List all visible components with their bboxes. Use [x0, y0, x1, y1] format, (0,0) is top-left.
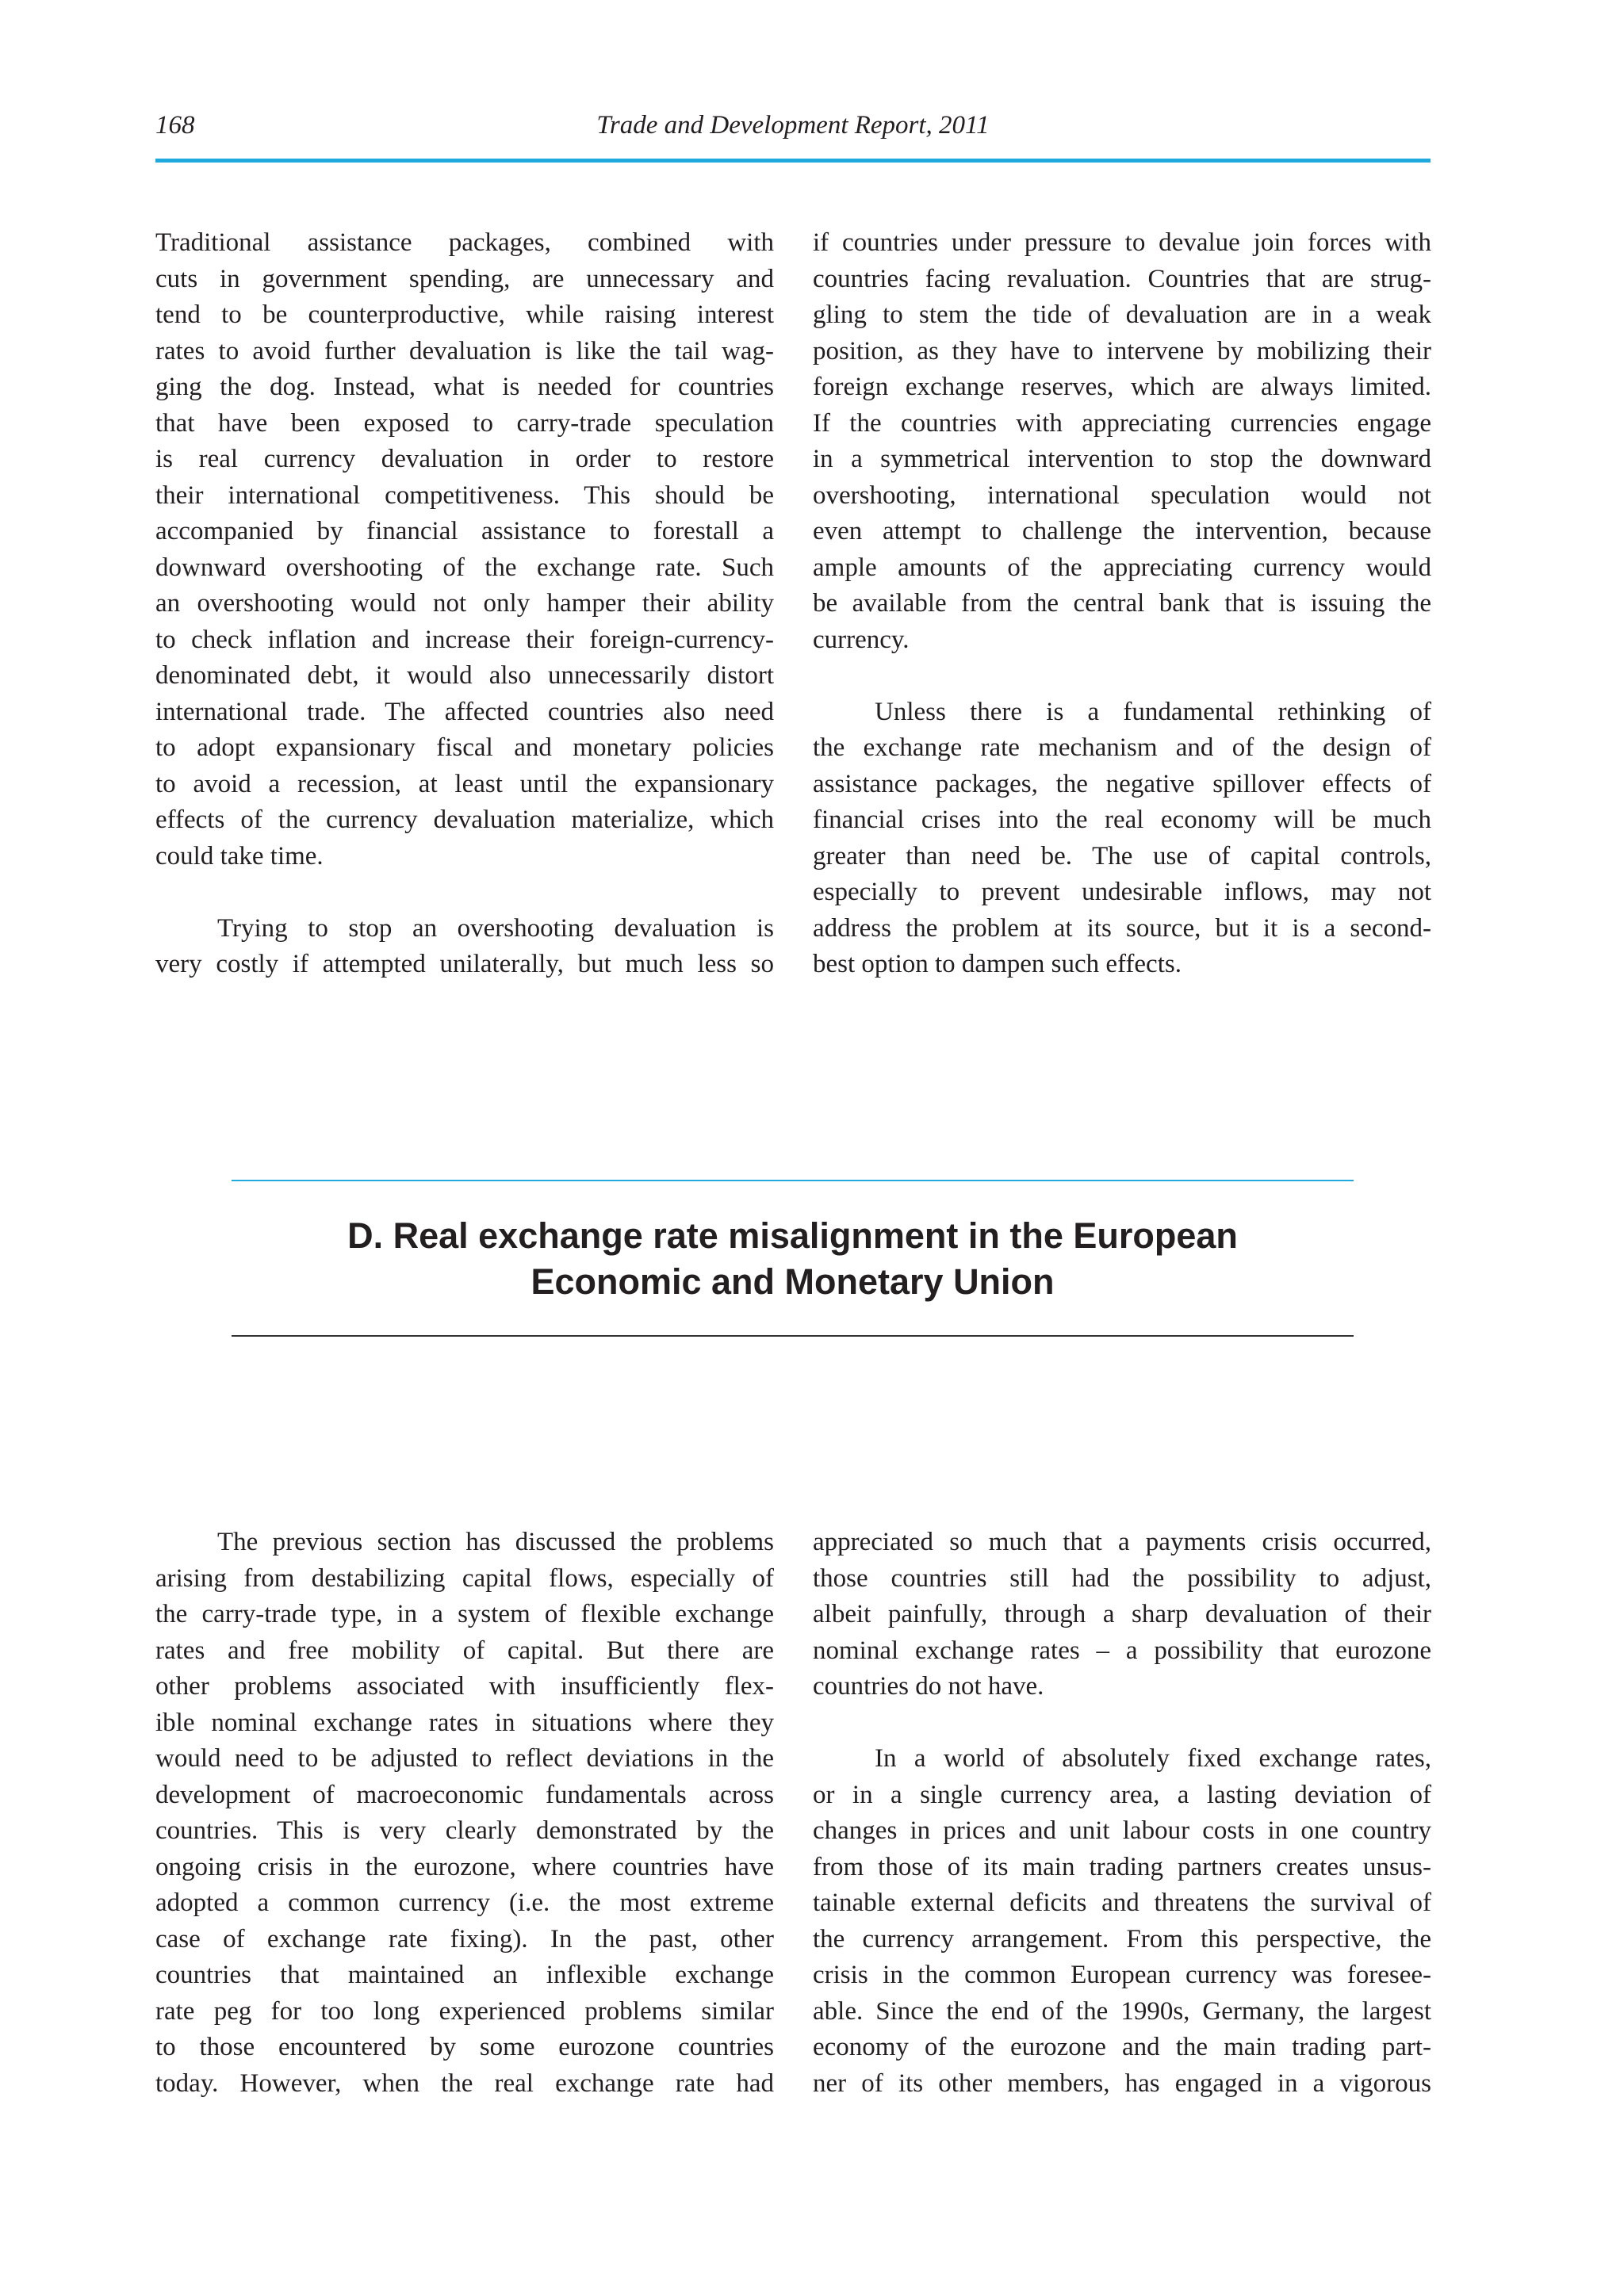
text-line: gling to stem the tide of devaluation are in a weak: [813, 300, 1431, 329]
text-line: today. However, when the real exchange rate had: [155, 2068, 774, 2098]
paragraph: [155, 225, 774, 874]
text-line: could take time.: [155, 841, 324, 871]
text-line: If the countries with appreciating currencies engage: [813, 408, 1431, 438]
body-column-left-bottom: [155, 1525, 774, 2138]
paragraph: [813, 1741, 1431, 2102]
running-title: Trade and Development Report, 2011: [596, 111, 990, 140]
text-line: or in a single currency area, a lasting deviation of: [813, 1780, 1431, 1809]
text-line: changes in prices and unit labour costs in one country: [813, 1816, 1431, 1845]
text-line: The previous section has discussed the problems: [217, 1528, 774, 1556]
text-line: rate peg for too long experienced problems similar: [155, 1996, 774, 2026]
section-rule-top: [232, 1180, 1354, 1181]
text-line: the carry-trade type, in a system of flexible exchange: [155, 1600, 774, 1628]
text-line: denominated debt, it would also unnecessarily distort: [155, 661, 774, 690]
header-rule: [155, 159, 1431, 163]
text-line: international trade. The affected countries also need: [155, 697, 774, 726]
section-heading-line-1: D. Real exchange rate misalignment in the European: [347, 1215, 1238, 1256]
text-line: able. Since the end of the 1990s, Germany, the largest: [813, 1996, 1431, 2026]
text-line: even attempt to challenge the intervention, because: [813, 517, 1431, 545]
text-line: countries. This is very clearly demonstrated by the: [155, 1816, 774, 1845]
text-line: an overshooting would not only hamper their ability: [155, 589, 774, 618]
text-line: address the problem at its source, but it is a second-: [813, 913, 1431, 943]
paragraph: [813, 695, 1431, 983]
text-line: especially to prevent undesirable inflows, may not: [813, 878, 1431, 906]
text-line: is real currency devaluation in order to restore: [155, 445, 774, 473]
text-line: effects of the currency devaluation materialize, which: [155, 806, 774, 834]
text-line: case of exchange rate fixing). In the past, other: [155, 1924, 774, 1954]
text-line: that have been exposed to carry-trade speculation: [155, 408, 774, 438]
text-line: tainable external deficits and threatens the survival of: [813, 1888, 1431, 1917]
text-line: would need to be adjusted to reflect deviations in the: [155, 1744, 774, 1773]
text-line: development of macroeconomic fundamentals across: [155, 1780, 774, 1809]
text-line: nominal exchange rates – a possibility that eurozone: [813, 1636, 1431, 1665]
text-line: those countries still had the possibility to adjust,: [813, 1563, 1431, 1593]
text-line: other problems associated with insufficiently flex-: [155, 1672, 774, 1701]
section-heading-line-2: Economic and Monetary Union: [530, 1261, 1055, 1302]
text-line: albeit painfully, through a sharp devaluation of their: [813, 1600, 1431, 1628]
text-line: cuts in government spending, are unnecessary and: [155, 264, 774, 293]
text-line: assistance packages, the negative spillover effects of: [813, 769, 1431, 798]
text-line: to those encountered by some eurozone countries: [155, 2033, 774, 2061]
text-line: countries do not have.: [813, 1672, 1044, 1701]
body-column-left-top: [155, 225, 774, 1019]
text-line: In a world of absolutely fixed exchange rates,: [875, 1744, 1431, 1773]
body-column-right-top: [813, 225, 1431, 1019]
text-line: best option to dampen such effects.: [813, 950, 1182, 978]
running-header: [155, 111, 1431, 159]
page-number: 168: [155, 111, 195, 140]
text-line: ible nominal exchange rates in situations where they: [155, 1708, 774, 1737]
text-line: the exchange rate mechanism and of the design of: [813, 733, 1431, 762]
text-line: Unless there is a fundamental rethinking of: [875, 697, 1431, 726]
text-line: currency.: [813, 625, 910, 654]
text-line: ample amounts of the appreciating currency would: [813, 553, 1431, 582]
section-heading: [232, 1213, 1354, 1305]
text-line: ner of its other members, has engaged in a vigorous: [813, 2068, 1431, 2098]
text-line: adopted a common currency (i.e. the most extreme: [155, 1888, 774, 1917]
text-line: crisis in the common European currency was foresee-: [813, 1961, 1431, 1989]
paragraph: [155, 911, 774, 983]
text-line: rates and free mobility of capital. But there are: [155, 1636, 774, 1665]
text-line: their international competitiveness. This should be: [155, 480, 774, 510]
text-line: economy of the eurozone and the main trading part-: [813, 2033, 1431, 2061]
text-line: in a symmetrical intervention to stop the downward: [813, 445, 1431, 473]
text-line: to avoid a recession, at least until the expansionary: [155, 769, 774, 798]
text-line: ging the dog. Instead, what is needed for countries: [155, 373, 774, 401]
text-line: to check inflation and increase their foreign-currency-: [155, 625, 774, 654]
text-line: arising from destabilizing capital flows, especially of: [155, 1563, 774, 1593]
text-line: Traditional assistance packages, combined with: [155, 228, 774, 257]
text-line: financial crises into the real economy will be much: [813, 806, 1431, 834]
text-line: appreciated so much that a payments crisis occurred,: [813, 1528, 1431, 1556]
text-line: to adopt expansionary fiscal and monetary policies: [155, 733, 774, 762]
text-line: countries that maintained an inflexible exchange: [155, 1961, 774, 1989]
text-line: accompanied by financial assistance to forestall a: [155, 517, 774, 545]
text-line: be available from the central bank that is issuing the: [813, 589, 1431, 618]
text-line: greater than need be. The use of capital controls,: [813, 841, 1431, 871]
text-line: the currency arrangement. From this perspective, the: [813, 1924, 1431, 1954]
paragraph: [155, 1525, 774, 2102]
text-line: countries facing revaluation. Countries that are strug-: [813, 264, 1431, 293]
text-line: overshooting, international speculation would not: [813, 480, 1431, 510]
text-line: if countries under pressure to devalue join forces with: [813, 228, 1431, 257]
section-rule-bottom: [232, 1335, 1354, 1337]
text-line: Trying to stop an overshooting devaluation is: [217, 913, 774, 943]
paragraph: [813, 1525, 1431, 1705]
text-line: tend to be counterproductive, while raising interest: [155, 300, 774, 329]
body-column-right-bottom: [813, 1525, 1431, 2138]
text-line: very costly if attempted unilaterally, but much less so: [155, 950, 774, 978]
text-line: downward overshooting of the exchange rate. Such: [155, 553, 774, 582]
text-line: rates to avoid further devaluation is like the tail wag-: [155, 336, 774, 365]
text-line: position, as they have to intervene by mobilizing their: [813, 336, 1431, 365]
text-line: from those of its main trading partners creates unsus-: [813, 1852, 1431, 1881]
text-line: ongoing crisis in the eurozone, where countries have: [155, 1852, 774, 1881]
text-line: foreign exchange reserves, which are always limited.: [813, 373, 1431, 401]
paragraph: [813, 225, 1431, 658]
